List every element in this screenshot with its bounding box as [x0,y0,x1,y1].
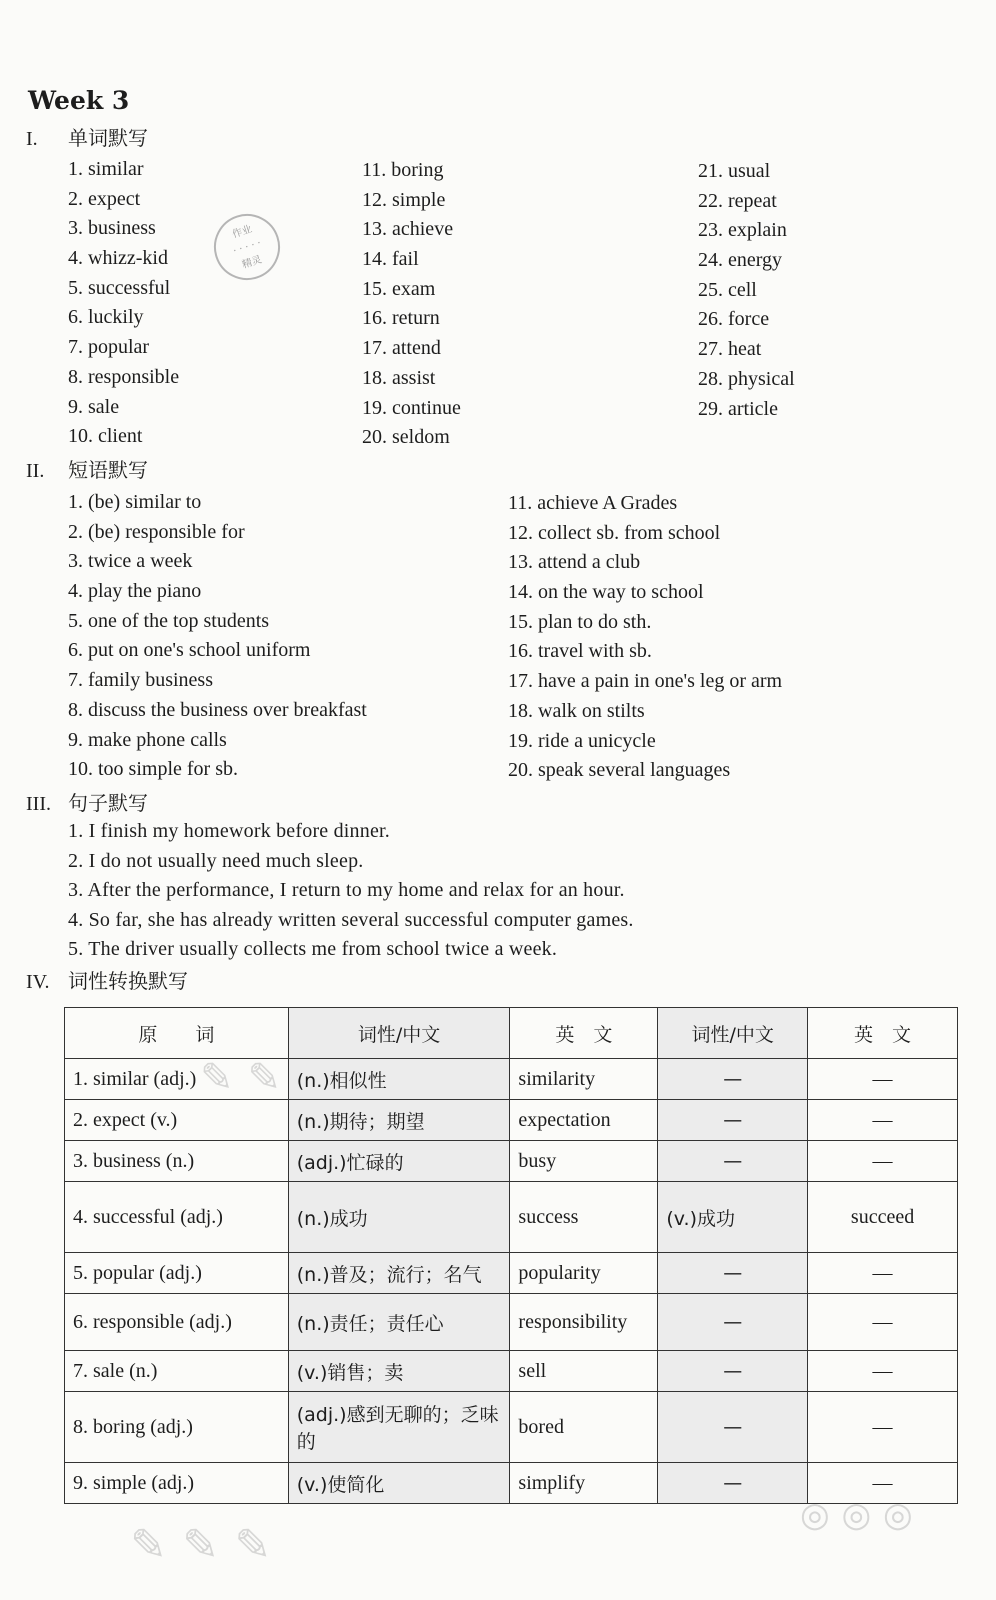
cell-english-2: — [808,1463,958,1504]
cell-english: success [510,1182,658,1253]
phrase-item: 20. speak several languages [508,759,731,782]
cell-pos-chinese-2: — [658,1392,808,1463]
section-title: 短语默写 [68,458,148,482]
cell-original-word: 3. business (n.) [65,1141,289,1182]
phrase-item: 5. one of the top students [68,609,270,632]
cell-pos-chinese-2: — [658,1141,808,1182]
word-item: 5. successful [68,276,171,299]
sentence-list [68,817,634,965]
table-row [65,1294,958,1351]
cell-english: similarity [510,1059,658,1100]
watermark-logo-icon: ◎ ◎ ◎ [800,1495,913,1535]
word-item: 13. achieve [362,218,454,241]
phrase-item: 18. walk on stilts [508,699,645,722]
word-item: 21. usual [698,160,771,182]
word-item: 10. client [68,425,143,448]
cell-english-2: — [808,1392,958,1463]
cell-english: simplify [510,1463,658,1504]
word-item: 8. responsible [68,365,180,388]
cell-pos-chinese-2: — [658,1294,808,1351]
phrase-item: 1. (be) similar to [68,491,202,513]
word-item: 29. article [698,397,778,420]
table-row [65,1059,958,1100]
cell-english-2: succeed [808,1182,958,1253]
word-list-column-2 [362,156,461,453]
sentence-item: 4. So far, she has already written several successful computer games. [68,908,634,931]
section-title: 词性转换默写 [68,969,188,993]
word-item: 20. seldom [362,426,450,449]
table-row [65,1100,958,1141]
phrase-item: 4. play the piano [68,580,202,603]
cell-original-word: 2. expect (v.) [65,1100,289,1141]
cell-pos-chinese: (adj.)感到无聊的；乏味的 [288,1392,510,1463]
cell-original-word: 8. boring (adj.) [65,1392,289,1463]
phrase-item: 17. have a pain in one's leg or arm [508,670,783,693]
table-row [65,1392,958,1463]
table-row [65,1253,958,1294]
phrase-item: 12. collect sb. from school [508,521,721,544]
word-item: 1. similar [68,158,144,180]
cell-english-2: — [808,1294,958,1351]
word-list-column-3 [698,157,795,424]
watermark-logo-icon: ✎ ✎ ✎ [130,1520,272,1571]
word-item: 26. force [698,308,770,331]
sentence-item: 2. I do not usually need much sleep. [68,849,364,872]
section-number: III. [26,793,51,815]
word-item: 2. expect [68,187,141,210]
phrase-item: 7. family business [68,669,213,692]
word-item: 19. continue [362,396,461,419]
cell-original-word: 7. sale (n.) [65,1351,289,1392]
cell-pos-chinese: (n.)期待；期望 [288,1100,510,1141]
cell-english-2: — [808,1141,958,1182]
table-row [65,1182,958,1253]
phrase-item: 6. put on one's school uniform [68,639,311,662]
cell-english-2: — [808,1253,958,1294]
cell-pos-chinese: (n.)相似性 [288,1059,510,1100]
word-item: 27. heat [698,338,762,361]
section-title: 单词默写 [68,126,148,150]
word-item: 28. physical [698,367,795,390]
header-english-2: 英 文 [808,1008,958,1059]
word-item: 4. whizz-kid [68,247,168,270]
word-item: 16. return [362,307,440,330]
cell-pos-chinese-2: — [658,1463,808,1504]
header-pos-chinese: 词性/中文 [288,1008,510,1059]
cell-pos-chinese-2: — [658,1351,808,1392]
section-number: IV. [26,971,50,993]
phrase-item: 2. (be) responsible for [68,520,245,543]
section-number: II. [26,460,45,482]
cell-english: popularity [510,1253,658,1294]
week-title: Week 3 [28,86,130,115]
phrase-item: 15. plan to do sth. [508,610,652,633]
cell-english-2: — [808,1351,958,1392]
cell-pos-chinese-2: (v.)成功 [658,1182,808,1253]
word-item: 11. boring [362,159,444,181]
word-item: 3. business [68,217,156,240]
section-4-heading [26,965,188,994]
phrase-item: 8. discuss the business over breakfast [68,698,367,721]
cell-english: busy [510,1141,658,1182]
section-title: 句子默写 [68,791,148,815]
word-item: 7. popular [68,336,150,359]
word-item: 17. attend [362,337,441,360]
cell-pos-chinese: (v.)销售；卖 [288,1351,510,1392]
table-row [65,1351,958,1392]
phrase-item: 11. achieve A Grades [508,492,678,514]
header-english: 英 文 [510,1008,658,1059]
cell-original-word: 4. successful (adj.) [65,1182,289,1253]
cell-english: expectation [510,1100,658,1141]
table-row [65,1141,958,1182]
section-3-heading [26,787,148,816]
phrase-item: 3. twice a week [68,550,193,573]
table-body [65,1059,958,1504]
word-list-column-1 [68,155,179,452]
cell-english: bored [510,1392,658,1463]
phrase-item: 19. ride a unicycle [508,729,656,752]
cell-pos-chinese-2: — [658,1253,808,1294]
sentence-item: 1. I finish my homework before dinner. [68,820,390,842]
word-item: 14. fail [362,248,419,271]
cell-pos-chinese: (n.)责任；责任心 [288,1294,510,1351]
cell-pos-chinese: (adj.)忙碌的 [288,1141,510,1182]
cell-pos-chinese: (v.)使简化 [288,1463,510,1504]
word-form-table [64,1007,958,1504]
cell-original-word: 5. popular (adj.) [65,1253,289,1294]
table-header-row [65,1008,958,1059]
word-item: 25. cell [698,278,757,301]
cell-english-2: — [808,1100,958,1141]
word-item: 12. simple [362,188,446,211]
homework-stamp-icon: 作业 · · · · · 精灵 [205,205,288,288]
header-pos-chinese-2: 词性/中文 [658,1008,808,1059]
cell-original-word: 1. similar (adj.) [65,1059,289,1100]
section-2-heading [26,454,148,483]
header-original-word: 原 词 [65,1008,289,1059]
watermark-logo-icon: ✎ ✎ [200,1055,281,1101]
cell-pos-chinese: (n.)成功 [288,1182,510,1253]
word-item: 24. energy [698,249,783,272]
phrase-list-column-2 [508,489,782,786]
phrase-item: 10. too simple for sb. [68,758,238,781]
word-item: 23. explain [698,219,787,242]
cell-original-word: 9. simple (adj.) [65,1463,289,1504]
cell-original-word: 6. responsible (adj.) [65,1294,289,1351]
section-1-heading [26,122,148,151]
cell-english: responsibility [510,1294,658,1351]
cell-pos-chinese-2: — [658,1059,808,1100]
cell-english-2: — [808,1059,958,1100]
phrase-item: 16. travel with sb. [508,640,652,663]
sentence-item: 3. After the performance, I return to my home and relax for an hour. [68,879,625,901]
word-item: 15. exam [362,277,436,300]
sentence-item: 5. The driver usually collects me from school twice a week. [68,938,558,960]
phrase-list-column-1 [68,488,367,785]
phrase-item: 9. make phone calls [68,728,227,751]
cell-pos-chinese: (n.)普及；流行；名气 [288,1253,510,1294]
phrase-item: 13. attend a club [508,551,641,574]
word-item: 9. sale [68,395,120,418]
word-item: 22. repeat [698,189,777,212]
phrase-item: 14. on the way to school [508,581,704,604]
word-item: 18. assist [362,366,436,389]
word-item: 6. luckily [68,306,144,329]
section-number: I. [26,128,38,150]
cell-pos-chinese-2: — [658,1100,808,1141]
cell-english: sell [510,1351,658,1392]
